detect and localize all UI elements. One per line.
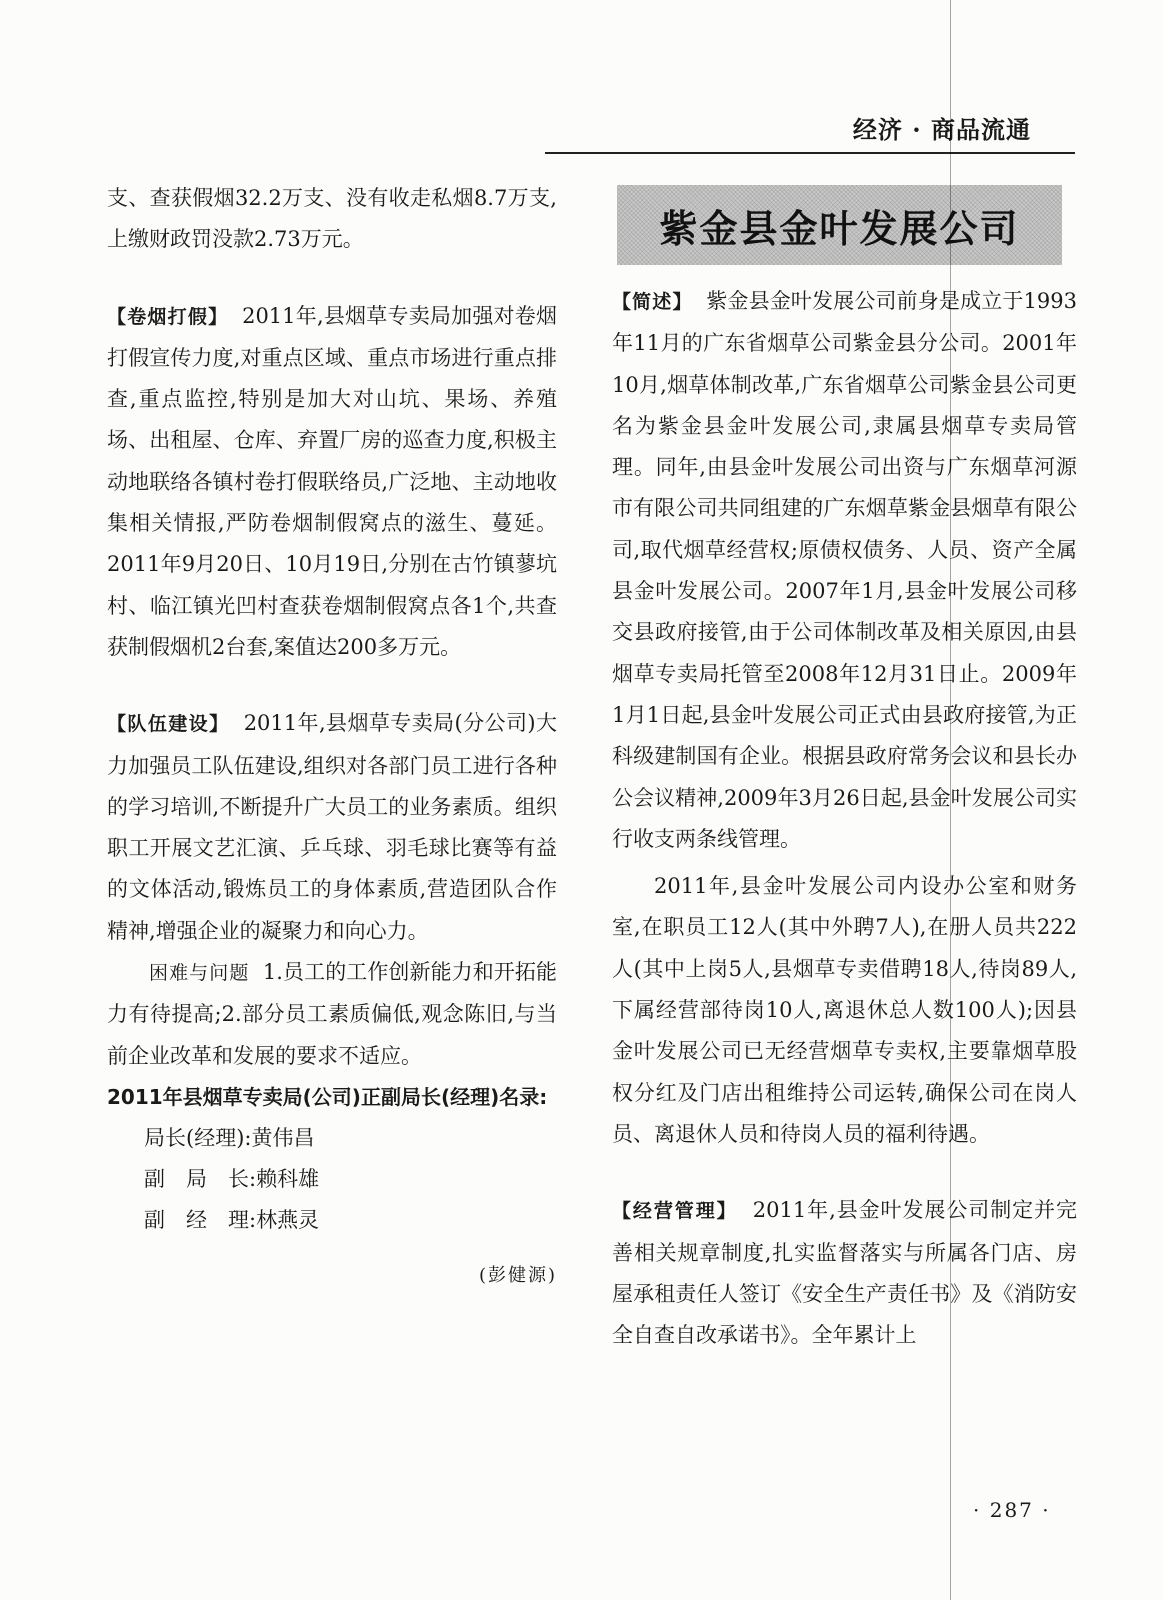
intro-paragraph: 支、查获假烟32.2万支、没有收走私烟8.7万支,上缴财政罚没款2.73万元。 [107, 186, 557, 252]
section-body: 紫金县金叶发展公司前身是成立于1993年11月的广东省烟草公司紫金县分公司。2001年10月,烟草体制改革,广东省烟草公司紫金县公司更名为紫金县金叶发展公司,隶属县烟草专卖局管理。同年,由县金叶发展公司出资与广东烟草河源市有限公司共同组建的广东烟草紫金县烟草有限公司,取代烟草经营权;原债权债务、人员、资产全属县金叶发展公司。2007年1月,县金叶发展公司移交县政府接管,由于公司体制改革及相关原因,由县烟草专卖局托管至2008年12月31日止。2009年1月1日起,县金叶发展公司正式由县政府接管,为正科级建制国有企业。根据县政府常务会议和县长办公会议精神,2009年3月26日起,县金叶发展公司实行收支两条线管理。 [612, 289, 1077, 851]
section-title: 【卷烟打假】 [107, 305, 229, 328]
section-banner [617, 185, 1062, 265]
roster-row: 副 经 理:林燕灵 [144, 1208, 320, 1233]
author-credit: (彭健源) [478, 1265, 557, 1287]
header-rule [545, 152, 1075, 154]
running-header: 经济 · 商品流通 [852, 115, 1031, 144]
scan-fold-line [950, 0, 951, 1600]
section-title: 【简述】 [612, 291, 693, 313]
problems-paragraph [107, 952, 557, 1077]
problems-label: 困难与问题 [149, 962, 250, 985]
section-overview [612, 281, 1077, 860]
left-column [107, 178, 557, 1297]
section-title: 【队伍建设】 [107, 713, 230, 736]
problems-body: 1.员工的工作创新能力和开拓能力有待提高;2.部分员工素质偏低,观念陈旧,与当前企业改革和发展的要求不适应。 [107, 960, 557, 1068]
roster-row: 局长(经理):黄伟昌 [144, 1126, 315, 1151]
section-team-building [107, 703, 557, 952]
page-number: · 287 · [973, 1498, 1051, 1522]
section-anti-counterfeit [107, 296, 557, 669]
staff-paragraph: 2011年,县金叶发展公司内设办公室和财务室,在职员工12人(其中外聘7人),在册人员共222人(其中上岗5人,县烟草专卖借聘18人,待岗89人,下属经营部待岗10人,离退休总人数100人);因县金叶发展公司已无经营烟草专卖权,主要靠烟草股权分红及门店出租维持公司运转,确保公司在岗人员、离退休人员和待岗人员的福利待遇。 [612, 874, 1077, 1146]
section-operations [612, 1190, 1077, 1356]
section-body: 2011年,县金叶发展公司制定并完善相关规章制度,扎实监督落实与所属各门店、房屋承租责任人签订《安全生产责任书》及《消防安全自查自改承诺书》。全年累计上 [612, 1198, 1077, 1348]
roster-list [107, 1118, 557, 1241]
right-column [612, 281, 1077, 1356]
roster-row: 副 局 长:赖科雄 [144, 1167, 320, 1192]
section-body: 2011年,县烟草专卖局(分公司)大力加强员工队伍建设,组织对各部门员工进行各种的学习培训,不断提升广大员工的业务素质。组织职工开展文艺汇演、乒乓球、羽毛球比赛等有益的文体活动,锻炼员工的身体素质,营造团队合作精神,增强企业的凝聚力和向心力。 [107, 711, 557, 943]
banner-title: 紫金县金叶发展公司 [659, 206, 1020, 251]
section-body: 2011年,县烟草专卖局加强对卷烟打假宣传力度,对重点区域、重点市场进行重点排查,重点监控,特别是加大对山坑、果场、养殖场、出租屋、仓库、弃置厂房的巡查力度,积极主动地联络各镇村卷打假联络员,广泛地、主动地收集相关情报,严防卷烟制假窝点的滋生、蔓延。2011年9月20日、10月19日,分别在古竹镇蓼坑村、临江镇光凹村查获卷烟制假窝点各1个,共查获制假烟机2台套,案值达200多万元。 [107, 303, 557, 659]
section-title: 【经营管理】 [612, 1200, 738, 1223]
roster-title: 2011年县烟草专卖局(公司)正副局长(经理)名录: [107, 1084, 548, 1109]
